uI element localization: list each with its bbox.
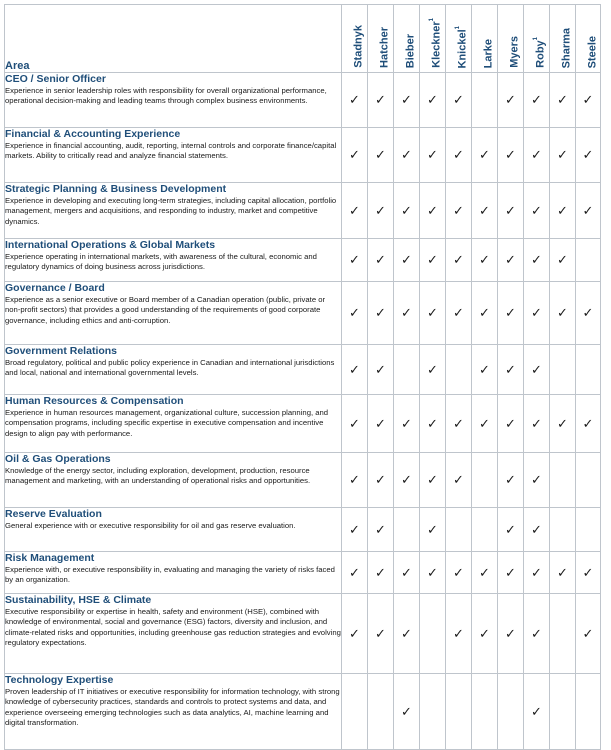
director-header-sharma — [550, 5, 576, 73]
empty-cell — [446, 674, 472, 750]
director-footnote: 1 — [533, 37, 539, 41]
checkmark-icon: ✓ — [420, 395, 446, 453]
checkmark-icon: ✓ — [472, 594, 498, 674]
checkmark-icon: ✓ — [394, 594, 420, 674]
director-header-larke — [472, 5, 498, 73]
checkmark-icon: ✓ — [524, 508, 550, 552]
skill-description: Broad regulatory, political and public policy experience in Canadian and international jurisdictions and local, national and international governmental levels. — [5, 358, 335, 378]
checkmark-icon: ✓ — [472, 395, 498, 453]
checkmark-icon: ✓ — [394, 453, 420, 508]
skill-description: Experience with, or executive responsibility in, evaluating and managing the variety of risks faced by an organization. — [5, 565, 335, 585]
director-name: Larke — [482, 38, 495, 68]
skill-row — [5, 395, 601, 453]
skill-row — [5, 282, 601, 345]
checkmark-icon: ✓ — [498, 345, 524, 395]
checkmark-icon: ✓ — [576, 552, 601, 594]
checkmark-icon: ✓ — [342, 552, 368, 594]
skill-title: Sustainability, HSE & Climate — [5, 594, 152, 606]
empty-cell — [550, 594, 576, 674]
checkmark-icon: ✓ — [472, 552, 498, 594]
director-header-myers — [498, 5, 524, 73]
skill-area-cell — [5, 594, 342, 674]
empty-cell — [446, 508, 472, 552]
checkmark-icon: ✓ — [524, 395, 550, 453]
checkmark-icon: ✓ — [576, 282, 601, 345]
checkmark-icon: ✓ — [342, 239, 368, 282]
checkmark-icon: ✓ — [498, 73, 524, 128]
checkmark-icon: ✓ — [394, 128, 420, 183]
empty-cell — [576, 674, 601, 750]
director-name: Myers — [508, 36, 521, 68]
checkmark-icon: ✓ — [368, 128, 394, 183]
checkmark-icon: ✓ — [342, 453, 368, 508]
empty-cell — [420, 674, 446, 750]
skill-title: CEO / Senior Officer — [5, 73, 106, 85]
skill-title: Financial & Accounting Experience — [5, 128, 181, 140]
empty-cell — [576, 345, 601, 395]
skill-title: Human Resources & Compensation — [5, 395, 184, 407]
skill-row — [5, 239, 601, 282]
director-name: Stadnyk — [352, 25, 365, 68]
checkmark-icon: ✓ — [524, 453, 550, 508]
checkmark-icon: ✓ — [420, 183, 446, 239]
header-row — [5, 5, 601, 73]
checkmark-icon: ✓ — [498, 395, 524, 453]
checkmark-icon: ✓ — [446, 453, 472, 508]
checkmark-icon: ✓ — [342, 594, 368, 674]
skill-description: Proven leadership of IT initiatives or executive responsibility for information technology, with strong knowledge of cybersecurity practices, standards and controls to protect systems and data, and experience overseeing emerging technologies such as data analytics, AI, machine learning and digital transformation. — [5, 687, 340, 728]
skill-area-cell — [5, 282, 342, 345]
skill-description: Experience in financial accounting, audit, reporting, internal controls and corporate finance/capital markets. Ability to critically read and analyze financial statements. — [5, 141, 337, 161]
checkmark-icon: ✓ — [446, 128, 472, 183]
checkmark-icon: ✓ — [368, 508, 394, 552]
checkmark-icon: ✓ — [498, 508, 524, 552]
checkmark-icon: ✓ — [576, 594, 601, 674]
empty-cell — [576, 239, 601, 282]
skill-title: International Operations & Global Markets — [5, 239, 216, 251]
skill-title: Government Relations — [5, 345, 118, 357]
checkmark-icon: ✓ — [342, 508, 368, 552]
director-header-steele — [576, 5, 601, 73]
skill-description: Experience in senior leadership roles with responsibility for overall organizational performance, operational decision-making and leading teams through complex business environments. — [5, 86, 327, 106]
skill-title: Governance / Board — [5, 282, 105, 294]
skill-row — [5, 345, 601, 395]
checkmark-icon: ✓ — [576, 395, 601, 453]
skill-area-cell — [5, 128, 342, 183]
checkmark-icon: ✓ — [368, 183, 394, 239]
checkmark-icon: ✓ — [550, 128, 576, 183]
checkmark-icon: ✓ — [524, 239, 550, 282]
checkmark-icon: ✓ — [368, 73, 394, 128]
empty-cell — [368, 674, 394, 750]
checkmark-icon: ✓ — [394, 239, 420, 282]
skill-area-cell — [5, 453, 342, 508]
empty-cell — [472, 508, 498, 552]
skill-area-cell — [5, 183, 342, 239]
checkmark-icon: ✓ — [394, 674, 420, 750]
checkmark-icon: ✓ — [524, 73, 550, 128]
skill-row — [5, 552, 601, 594]
skill-title: Technology Expertise — [5, 674, 114, 686]
checkmark-icon: ✓ — [472, 183, 498, 239]
skill-area-cell — [5, 552, 342, 594]
checkmark-icon: ✓ — [368, 282, 394, 345]
skill-row — [5, 453, 601, 508]
checkmark-icon: ✓ — [524, 183, 550, 239]
checkmark-icon: ✓ — [446, 282, 472, 345]
director-name: Bieber — [404, 33, 417, 68]
director-header-hatcher — [368, 5, 394, 73]
empty-cell — [342, 674, 368, 750]
director-name: Hatcher — [378, 27, 391, 68]
checkmark-icon: ✓ — [472, 239, 498, 282]
checkmark-icon: ✓ — [342, 73, 368, 128]
checkmark-icon: ✓ — [524, 282, 550, 345]
skill-row — [5, 674, 601, 750]
empty-cell — [394, 345, 420, 395]
checkmark-icon: ✓ — [368, 594, 394, 674]
checkmark-icon: ✓ — [498, 183, 524, 239]
checkmark-icon: ✓ — [498, 552, 524, 594]
checkmark-icon: ✓ — [420, 73, 446, 128]
skill-area-cell — [5, 73, 342, 128]
checkmark-icon: ✓ — [550, 73, 576, 128]
director-name: Sharma — [560, 27, 573, 68]
director-name: Roby — [534, 40, 547, 68]
checkmark-icon: ✓ — [498, 128, 524, 183]
empty-cell — [420, 594, 446, 674]
checkmark-icon: ✓ — [446, 552, 472, 594]
skill-row — [5, 128, 601, 183]
checkmark-icon: ✓ — [446, 239, 472, 282]
director-name: Steele — [586, 35, 599, 68]
checkmark-icon: ✓ — [472, 128, 498, 183]
checkmark-icon: ✓ — [472, 282, 498, 345]
checkmark-icon: ✓ — [342, 128, 368, 183]
skill-row — [5, 594, 601, 674]
checkmark-icon: ✓ — [394, 552, 420, 594]
empty-cell — [550, 674, 576, 750]
checkmark-icon: ✓ — [420, 239, 446, 282]
checkmark-icon: ✓ — [446, 183, 472, 239]
skill-description: Knowledge of the energy sector, including exploration, development, production, resource management and marketing, with an understanding of operational risks and opportunities. — [5, 466, 311, 486]
skill-description: Experience as a senior executive or Board member of a Canadian operation (public, private or non-profit sectors) that provides a good understanding of the requirements of good corporate governance, including ethics and anti-corruption. — [5, 295, 326, 325]
checkmark-icon: ✓ — [342, 345, 368, 395]
empty-cell — [550, 345, 576, 395]
checkmark-icon: ✓ — [446, 594, 472, 674]
skills-matrix-table — [4, 4, 601, 750]
checkmark-icon: ✓ — [368, 239, 394, 282]
empty-cell — [472, 674, 498, 750]
checkmark-icon: ✓ — [498, 282, 524, 345]
checkmark-icon: ✓ — [576, 128, 601, 183]
checkmark-icon: ✓ — [524, 345, 550, 395]
skill-description: Executive responsibility or expertise in health, safety and environment (HSE), combined with knowledge of environmental, social and governance (ESG) factors, diversity and inclusion, and climate-related risks and opportunities, including greenhouse gas reduction strategies and evolving regulatory expectations. — [5, 607, 341, 648]
empty-cell — [498, 674, 524, 750]
empty-cell — [446, 345, 472, 395]
empty-cell — [394, 508, 420, 552]
director-footnote: 1 — [455, 25, 461, 29]
checkmark-icon: ✓ — [368, 552, 394, 594]
checkmark-icon: ✓ — [394, 73, 420, 128]
empty-cell — [576, 453, 601, 508]
skill-area-cell — [5, 345, 342, 395]
checkmark-icon: ✓ — [420, 508, 446, 552]
checkmark-icon: ✓ — [576, 183, 601, 239]
director-header-stadnyk — [342, 5, 368, 73]
director-name: Knickel — [456, 28, 469, 68]
checkmark-icon: ✓ — [550, 239, 576, 282]
checkmark-icon: ✓ — [420, 128, 446, 183]
skill-title: Oil & Gas Operations — [5, 453, 111, 465]
checkmark-icon: ✓ — [550, 183, 576, 239]
checkmark-icon: ✓ — [472, 345, 498, 395]
checkmark-icon: ✓ — [524, 552, 550, 594]
checkmark-icon: ✓ — [420, 282, 446, 345]
checkmark-icon: ✓ — [420, 345, 446, 395]
director-name: Kleckner — [430, 21, 443, 68]
checkmark-icon: ✓ — [342, 183, 368, 239]
empty-cell — [550, 453, 576, 508]
director-header-kleckner — [420, 5, 446, 73]
director-header-knickel — [446, 5, 472, 73]
skill-area-cell — [5, 674, 342, 750]
skill-area-cell — [5, 508, 342, 552]
checkmark-icon: ✓ — [368, 453, 394, 508]
skill-row — [5, 183, 601, 239]
skill-description: General experience with or executive responsibility for oil and gas reserve evaluation. — [5, 521, 296, 530]
checkmark-icon: ✓ — [498, 239, 524, 282]
skill-area-cell — [5, 395, 342, 453]
checkmark-icon: ✓ — [394, 183, 420, 239]
checkmark-icon: ✓ — [420, 453, 446, 508]
checkmark-icon: ✓ — [524, 128, 550, 183]
director-footnote: 1 — [429, 18, 435, 22]
checkmark-icon: ✓ — [524, 674, 550, 750]
director-header-bieber — [394, 5, 420, 73]
skills-matrix-body — [5, 73, 601, 750]
checkmark-icon: ✓ — [342, 395, 368, 453]
skill-description: Experience operating in international markets, with awareness of the cultural, economic and regulatory dynamics of doing business across jurisdictions. — [5, 252, 317, 272]
empty-cell — [550, 508, 576, 552]
checkmark-icon: ✓ — [446, 73, 472, 128]
checkmark-icon: ✓ — [446, 395, 472, 453]
checkmark-icon: ✓ — [524, 594, 550, 674]
skill-row — [5, 508, 601, 552]
checkmark-icon: ✓ — [394, 282, 420, 345]
checkmark-icon: ✓ — [498, 453, 524, 508]
area-column-header: Area — [5, 5, 342, 73]
checkmark-icon: ✓ — [368, 395, 394, 453]
checkmark-icon: ✓ — [420, 552, 446, 594]
checkmark-icon: ✓ — [498, 594, 524, 674]
skill-row — [5, 73, 601, 128]
director-header-roby — [524, 5, 550, 73]
skill-title: Reserve Evaluation — [5, 508, 102, 520]
empty-cell — [472, 73, 498, 128]
empty-cell — [576, 508, 601, 552]
checkmark-icon: ✓ — [576, 73, 601, 128]
checkmark-icon: ✓ — [394, 395, 420, 453]
checkmark-icon: ✓ — [342, 282, 368, 345]
skill-area-cell — [5, 239, 342, 282]
empty-cell — [472, 453, 498, 508]
skill-description: Experience in developing and executing long-term strategies, including capital allocation, portfolio management, mergers and acquisitions, and responding to industry, market and competitive dynamics. — [5, 196, 337, 226]
checkmark-icon: ✓ — [550, 395, 576, 453]
skill-title: Risk Management — [5, 552, 95, 564]
skill-title: Strategic Planning & Business Development — [5, 183, 227, 195]
checkmark-icon: ✓ — [550, 552, 576, 594]
skill-description: Experience in human resources management, organizational culture, succession planning, and compensation programs, including specific expertise in executive compensation and incentive design to align pay with performance. — [5, 408, 329, 438]
checkmark-icon: ✓ — [368, 345, 394, 395]
checkmark-icon: ✓ — [550, 282, 576, 345]
